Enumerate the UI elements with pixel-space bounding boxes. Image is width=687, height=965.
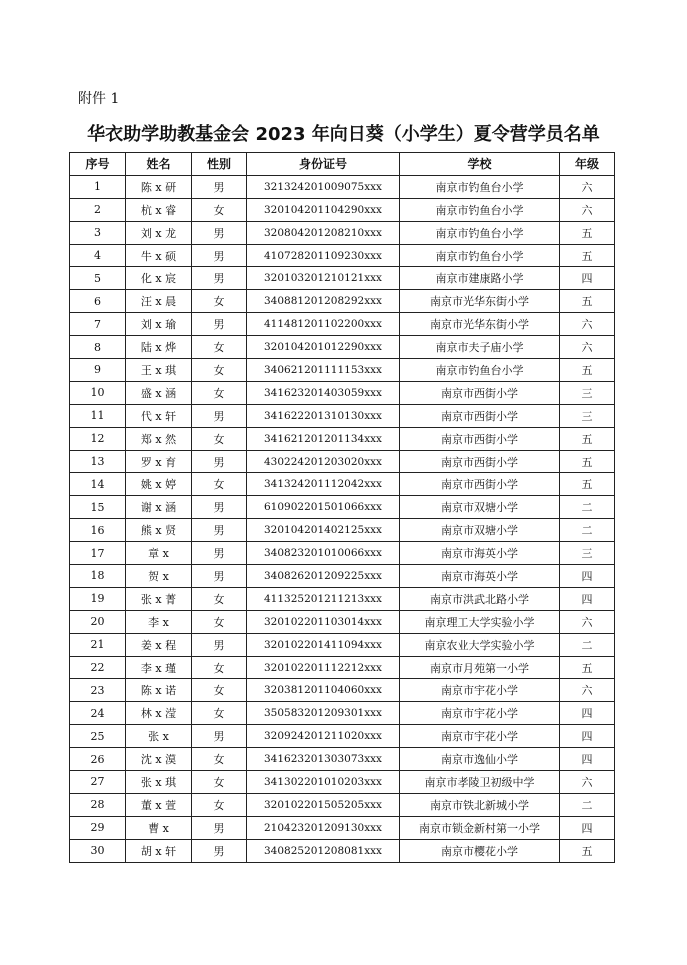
cell-index: 18 [70, 565, 126, 588]
cell-gender: 男 [192, 542, 247, 565]
table-row [70, 839, 615, 862]
cell-grade: 四 [560, 267, 615, 290]
cell-grade: 六 [560, 175, 615, 198]
cell-gender: 女 [192, 793, 247, 816]
cell-school: 南京市宇花小学 [400, 702, 560, 725]
header-gender: 性别 [192, 153, 247, 176]
table-row [70, 771, 615, 794]
roster-table [69, 152, 615, 863]
table-row [70, 336, 615, 359]
cell-gender: 男 [192, 175, 247, 198]
cell-index: 8 [70, 336, 126, 359]
cell-id-number: 210423201209130xxx [247, 816, 400, 839]
cell-school: 南京市月苑第一小学 [400, 656, 560, 679]
cell-index: 12 [70, 427, 126, 450]
cell-name: 熊 x 贤 [126, 519, 192, 542]
cell-name: 谢 x 涵 [126, 496, 192, 519]
cell-gender: 女 [192, 679, 247, 702]
cell-index: 17 [70, 542, 126, 565]
table-row [70, 198, 615, 221]
cell-gender: 男 [192, 519, 247, 542]
cell-grade: 四 [560, 816, 615, 839]
cell-gender: 男 [192, 565, 247, 588]
cell-school: 南京市双塘小学 [400, 496, 560, 519]
cell-grade: 三 [560, 404, 615, 427]
cell-grade: 四 [560, 748, 615, 771]
cell-id-number: 410728201109230xxx [247, 244, 400, 267]
cell-school: 南京市西街小学 [400, 450, 560, 473]
cell-grade: 六 [560, 679, 615, 702]
cell-id-number: 430224201203020xxx [247, 450, 400, 473]
cell-school: 南京市锁金新村第一小学 [400, 816, 560, 839]
cell-gender: 女 [192, 610, 247, 633]
cell-name: 林 x 滢 [126, 702, 192, 725]
cell-gender: 男 [192, 816, 247, 839]
cell-id-number: 320102201505205xxx [247, 793, 400, 816]
cell-index: 14 [70, 473, 126, 496]
table-header-row [70, 153, 615, 176]
cell-name: 胡 x 轩 [126, 839, 192, 862]
cell-school: 南京农业大学实验小学 [400, 633, 560, 656]
cell-id-number: 320804201208210xxx [247, 221, 400, 244]
cell-grade: 五 [560, 427, 615, 450]
cell-id-number: 321324201009075xxx [247, 175, 400, 198]
cell-grade: 六 [560, 610, 615, 633]
cell-id-number: 320102201103014xxx [247, 610, 400, 633]
cell-id-number: 350583201209301xxx [247, 702, 400, 725]
table-row [70, 496, 615, 519]
cell-name: 代 x 轩 [126, 404, 192, 427]
cell-index: 5 [70, 267, 126, 290]
cell-index: 11 [70, 404, 126, 427]
cell-id-number: 320381201104060xxx [247, 679, 400, 702]
cell-gender: 男 [192, 450, 247, 473]
cell-name: 沈 x 漠 [126, 748, 192, 771]
table-row [70, 244, 615, 267]
cell-grade: 六 [560, 198, 615, 221]
table-row [70, 519, 615, 542]
cell-name: 陈 x 诺 [126, 679, 192, 702]
cell-gender: 女 [192, 702, 247, 725]
cell-index: 28 [70, 793, 126, 816]
cell-name: 盛 x 涵 [126, 381, 192, 404]
table-row [70, 702, 615, 725]
cell-grade: 五 [560, 290, 615, 313]
cell-gender: 女 [192, 198, 247, 221]
cell-school: 南京市夫子庙小学 [400, 336, 560, 359]
cell-gender: 男 [192, 839, 247, 862]
header-grade: 年级 [560, 153, 615, 176]
cell-index: 24 [70, 702, 126, 725]
cell-index: 27 [70, 771, 126, 794]
table-row [70, 679, 615, 702]
table-row [70, 359, 615, 382]
cell-grade: 四 [560, 725, 615, 748]
table-row [70, 587, 615, 610]
cell-name: 刘 x 龙 [126, 221, 192, 244]
cell-grade: 六 [560, 313, 615, 336]
cell-id-number: 341622201310130xxx [247, 404, 400, 427]
cell-gender: 女 [192, 771, 247, 794]
table-body [70, 175, 615, 862]
cell-school: 南京市海英小学 [400, 565, 560, 588]
cell-index: 23 [70, 679, 126, 702]
cell-school: 南京市钓鱼台小学 [400, 359, 560, 382]
cell-gender: 男 [192, 313, 247, 336]
cell-gender: 女 [192, 359, 247, 382]
table-row [70, 221, 615, 244]
cell-school: 南京市孝陵卫初级中学 [400, 771, 560, 794]
cell-id-number: 340826201209225xxx [247, 565, 400, 588]
table-row [70, 450, 615, 473]
cell-index: 13 [70, 450, 126, 473]
cell-school: 南京市西街小学 [400, 473, 560, 496]
cell-name: 姚 x 婷 [126, 473, 192, 496]
cell-id-number: 340825201208081xxx [247, 839, 400, 862]
table-row [70, 381, 615, 404]
cell-school: 南京市西街小学 [400, 381, 560, 404]
cell-grade: 三 [560, 381, 615, 404]
cell-school: 南京市海英小学 [400, 542, 560, 565]
cell-school: 南京市宇花小学 [400, 679, 560, 702]
cell-index: 10 [70, 381, 126, 404]
document-title: 华衣助学助教基金会 2023 年向日葵（小学生）夏令营学员名单 [87, 124, 600, 145]
cell-id-number: 341623201303073xxx [247, 748, 400, 771]
cell-name: 刘 x 瑜 [126, 313, 192, 336]
cell-school: 南京市钓鱼台小学 [400, 175, 560, 198]
cell-id-number: 340621201111153xxx [247, 359, 400, 382]
cell-id-number: 341623201403059xxx [247, 381, 400, 404]
cell-school: 南京市光华东街小学 [400, 290, 560, 313]
table-row [70, 267, 615, 290]
cell-id-number: 341324201112042xxx [247, 473, 400, 496]
cell-id-number: 320104201104290xxx [247, 198, 400, 221]
cell-grade: 五 [560, 656, 615, 679]
cell-id-number: 341302201010203xxx [247, 771, 400, 794]
cell-school: 南京市钓鱼台小学 [400, 244, 560, 267]
cell-gender: 男 [192, 496, 247, 519]
cell-gender: 女 [192, 381, 247, 404]
cell-id-number: 320103201210121xxx [247, 267, 400, 290]
cell-school: 南京市洪武北路小学 [400, 587, 560, 610]
header-school: 学校 [400, 153, 560, 176]
cell-grade: 二 [560, 633, 615, 656]
cell-grade: 四 [560, 587, 615, 610]
cell-name: 杭 x 睿 [126, 198, 192, 221]
cell-index: 16 [70, 519, 126, 542]
table-row [70, 175, 615, 198]
table-row [70, 427, 615, 450]
cell-school: 南京市西街小学 [400, 427, 560, 450]
cell-id-number: 320104201012290xxx [247, 336, 400, 359]
cell-name: 郑 x 然 [126, 427, 192, 450]
table-row [70, 473, 615, 496]
table-row [70, 404, 615, 427]
cell-name: 张 x [126, 725, 192, 748]
cell-index: 4 [70, 244, 126, 267]
cell-index: 1 [70, 175, 126, 198]
cell-school: 南京市双塘小学 [400, 519, 560, 542]
table-row [70, 542, 615, 565]
cell-school: 南京市光华东街小学 [400, 313, 560, 336]
cell-grade: 六 [560, 771, 615, 794]
cell-name: 董 x 萱 [126, 793, 192, 816]
table-row [70, 725, 615, 748]
cell-id-number: 340881201208292xxx [247, 290, 400, 313]
cell-school: 南京理工大学实验小学 [400, 610, 560, 633]
cell-id-number: 411325201211213xxx [247, 587, 400, 610]
cell-school: 南京市建康路小学 [400, 267, 560, 290]
cell-grade: 四 [560, 565, 615, 588]
cell-name: 罗 x 育 [126, 450, 192, 473]
cell-name: 曹 x [126, 816, 192, 839]
cell-name: 牛 x 硕 [126, 244, 192, 267]
cell-name: 贺 x [126, 565, 192, 588]
cell-grade: 二 [560, 519, 615, 542]
cell-school: 南京市钓鱼台小学 [400, 221, 560, 244]
cell-school: 南京市西街小学 [400, 404, 560, 427]
cell-index: 29 [70, 816, 126, 839]
cell-grade: 五 [560, 839, 615, 862]
cell-grade: 五 [560, 473, 615, 496]
cell-name: 李 x 瑾 [126, 656, 192, 679]
cell-id-number: 411481201102200xxx [247, 313, 400, 336]
cell-school: 南京市铁北新城小学 [400, 793, 560, 816]
cell-school: 南京市钓鱼台小学 [400, 198, 560, 221]
cell-school: 南京市逸仙小学 [400, 748, 560, 771]
cell-id-number: 320102201411094xxx [247, 633, 400, 656]
cell-id-number: 610902201501066xxx [247, 496, 400, 519]
header-id-number: 身份证号 [247, 153, 400, 176]
cell-index: 25 [70, 725, 126, 748]
cell-id-number: 320924201211020xxx [247, 725, 400, 748]
header-index: 序号 [70, 153, 126, 176]
cell-index: 22 [70, 656, 126, 679]
cell-name: 陆 x 烨 [126, 336, 192, 359]
cell-index: 19 [70, 587, 126, 610]
table-row [70, 313, 615, 336]
cell-name: 张 x 菁 [126, 587, 192, 610]
cell-index: 21 [70, 633, 126, 656]
cell-gender: 男 [192, 633, 247, 656]
cell-grade: 五 [560, 450, 615, 473]
cell-index: 3 [70, 221, 126, 244]
cell-index: 6 [70, 290, 126, 313]
cell-gender: 男 [192, 221, 247, 244]
table-row [70, 748, 615, 771]
header-name: 姓名 [126, 153, 192, 176]
table-row [70, 816, 615, 839]
cell-grade: 五 [560, 359, 615, 382]
cell-id-number: 341621201201134xxx [247, 427, 400, 450]
cell-name: 陈 x 研 [126, 175, 192, 198]
cell-name: 张 x 琪 [126, 771, 192, 794]
cell-gender: 女 [192, 656, 247, 679]
table-row [70, 793, 615, 816]
cell-gender: 男 [192, 725, 247, 748]
cell-gender: 女 [192, 748, 247, 771]
cell-index: 9 [70, 359, 126, 382]
cell-gender: 男 [192, 267, 247, 290]
cell-grade: 四 [560, 702, 615, 725]
cell-name: 李 x [126, 610, 192, 633]
cell-grade: 五 [560, 244, 615, 267]
cell-index: 20 [70, 610, 126, 633]
table-row [70, 290, 615, 313]
cell-gender: 女 [192, 587, 247, 610]
cell-name: 化 x 宸 [126, 267, 192, 290]
cell-name: 王 x 琪 [126, 359, 192, 382]
table-row [70, 610, 615, 633]
cell-index: 30 [70, 839, 126, 862]
cell-gender: 男 [192, 244, 247, 267]
cell-id-number: 320102201112212xxx [247, 656, 400, 679]
cell-grade: 三 [560, 542, 615, 565]
cell-index: 7 [70, 313, 126, 336]
cell-index: 2 [70, 198, 126, 221]
attachment-label: 附件 1 [78, 91, 120, 107]
cell-school: 南京市樱花小学 [400, 839, 560, 862]
table-row [70, 656, 615, 679]
cell-index: 15 [70, 496, 126, 519]
cell-grade: 六 [560, 336, 615, 359]
cell-name: 姜 x 程 [126, 633, 192, 656]
table-row [70, 633, 615, 656]
cell-school: 南京市宇花小学 [400, 725, 560, 748]
cell-grade: 二 [560, 496, 615, 519]
cell-id-number: 320104201402125xxx [247, 519, 400, 542]
cell-name: 章 x [126, 542, 192, 565]
table-row [70, 565, 615, 588]
cell-index: 26 [70, 748, 126, 771]
cell-gender: 女 [192, 473, 247, 496]
cell-gender: 女 [192, 290, 247, 313]
cell-grade: 二 [560, 793, 615, 816]
cell-gender: 女 [192, 427, 247, 450]
cell-grade: 五 [560, 221, 615, 244]
cell-gender: 女 [192, 336, 247, 359]
cell-id-number: 340823201010066xxx [247, 542, 400, 565]
cell-gender: 男 [192, 404, 247, 427]
cell-name: 汪 x 晨 [126, 290, 192, 313]
